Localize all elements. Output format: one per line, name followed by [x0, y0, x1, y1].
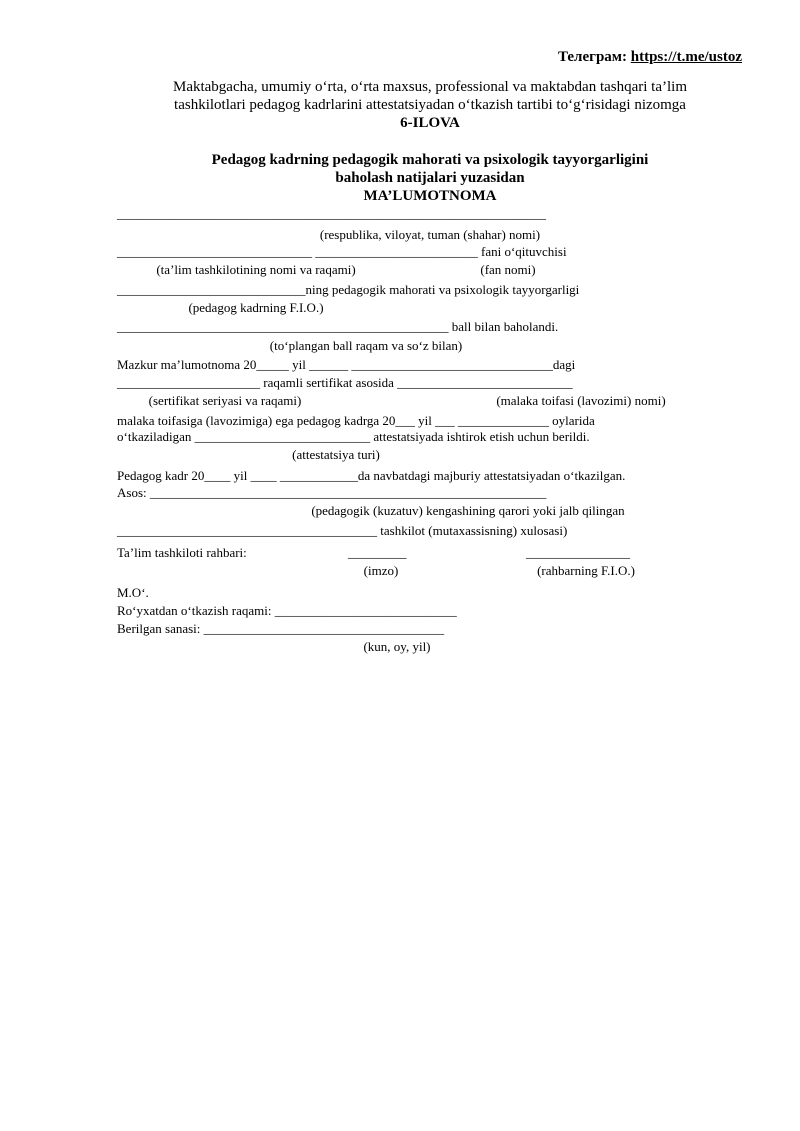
document-title: MA’LUMOTNOMA [363, 188, 497, 204]
region-hint: (respublika, viloyat, tuman (shahar) nomi) [319, 227, 541, 242]
region-field[interactable]: __________________________________________________________________ [117, 206, 546, 221]
document-title-line-2: baholash natijalari yuzasidan [335, 170, 525, 186]
basis-hint: (pedagogik (kuzatuv) kengashining qarori yoki jalb qilingan [311, 503, 625, 518]
director-label: Ta’lim tashkiloti rahbari: [117, 545, 247, 560]
attestation-type-line[interactable]: o‘tkaziladigan ___________________________ attestatsiyada ishtirok etish uchun berildi. [117, 429, 590, 444]
qualification-line[interactable]: malaka toifasiga (lavozimiga) ega pedagog kadrga 20___ yil ___ ______________ oylarida [117, 413, 595, 428]
next-attestation-line[interactable]: Pedagog kadr 20____ yil ____ ____________da navbatdagi majburiy attestatsiyadan o‘tkazilgan. [117, 468, 626, 483]
certificate-hint: (sertifikat seriyasi va raqami) [148, 393, 302, 408]
signature-hint: (imzo) [363, 563, 399, 578]
document-title-line-1: Pedagog kadrning pedagogik mahorati va psixologik tayyorgarligini [211, 152, 649, 168]
registration-number-field[interactable]: Ro‘yxatdan o‘tkazish raqami: ____________________________ [117, 603, 457, 618]
teacher-name-hint: (pedagog kadrning F.I.O.) [188, 300, 324, 315]
director-name-field[interactable]: ________________ [526, 545, 630, 560]
issue-date-line[interactable]: Mazkur ma’lumotnoma 20_____ yil ______ _______________________________dagi [117, 357, 576, 372]
basis-field[interactable]: Asos: _____________________________________________________________ [117, 485, 547, 500]
teacher-name-field[interactable]: _____________________________ning pedagogik mahorati va psixologik tayyorgarligi [117, 282, 580, 297]
score-field[interactable]: ___________________________________________________ ball bilan baholandi. [117, 319, 559, 334]
stamp-label: M.O‘. [117, 585, 149, 600]
appendix-number: 6-ILOVA [400, 115, 460, 131]
attestation-type-hint: (attestatsiya turi) [292, 447, 380, 462]
qualification-hint: (malaka toifasi (lavozimi) nomi) [496, 393, 666, 408]
issue-date-field[interactable]: Berilgan sanasi: _____________________________________ [117, 621, 445, 636]
director-name-hint: (rahbarning F.I.O.) [537, 563, 635, 578]
subject-hint: (fan nomi) [480, 262, 536, 277]
telegram-label: Телеграм: [557, 49, 627, 65]
telegram-header [558, 50, 742, 65]
issue-date-hint: (kun, oy, yil) [363, 639, 431, 654]
institution-hint: (ta’lim tashkilotining nomi va raqami) [156, 262, 356, 277]
basis-conclusion-line[interactable]: ________________________________________ tashkilot (mutaxassisning) xulosasi) [117, 523, 568, 538]
institution-subject-field[interactable]: ______________________________ _________________________ fani o‘qituvchisi [117, 244, 567, 259]
signature-field[interactable]: _________ [348, 545, 407, 560]
regulation-header-line-1: Maktabgacha, umumiy o‘rta, o‘rta maxsus, professional va maktabdan tashqari ta’lim [172, 79, 687, 95]
telegram-link[interactable]: https://t.me/ustoz [630, 49, 742, 65]
regulation-header-line-2: tashkilotlari pedagog kadrlarini attestatsiyadan o‘tkazish tartibi to‘g‘risidagi nizomga [174, 97, 686, 113]
certificate-line[interactable]: ______________________ raqamli sertifikat asosida ___________________________ [117, 375, 573, 390]
score-hint: (to‘plangan ball raqam va so‘z bilan) [269, 338, 463, 353]
